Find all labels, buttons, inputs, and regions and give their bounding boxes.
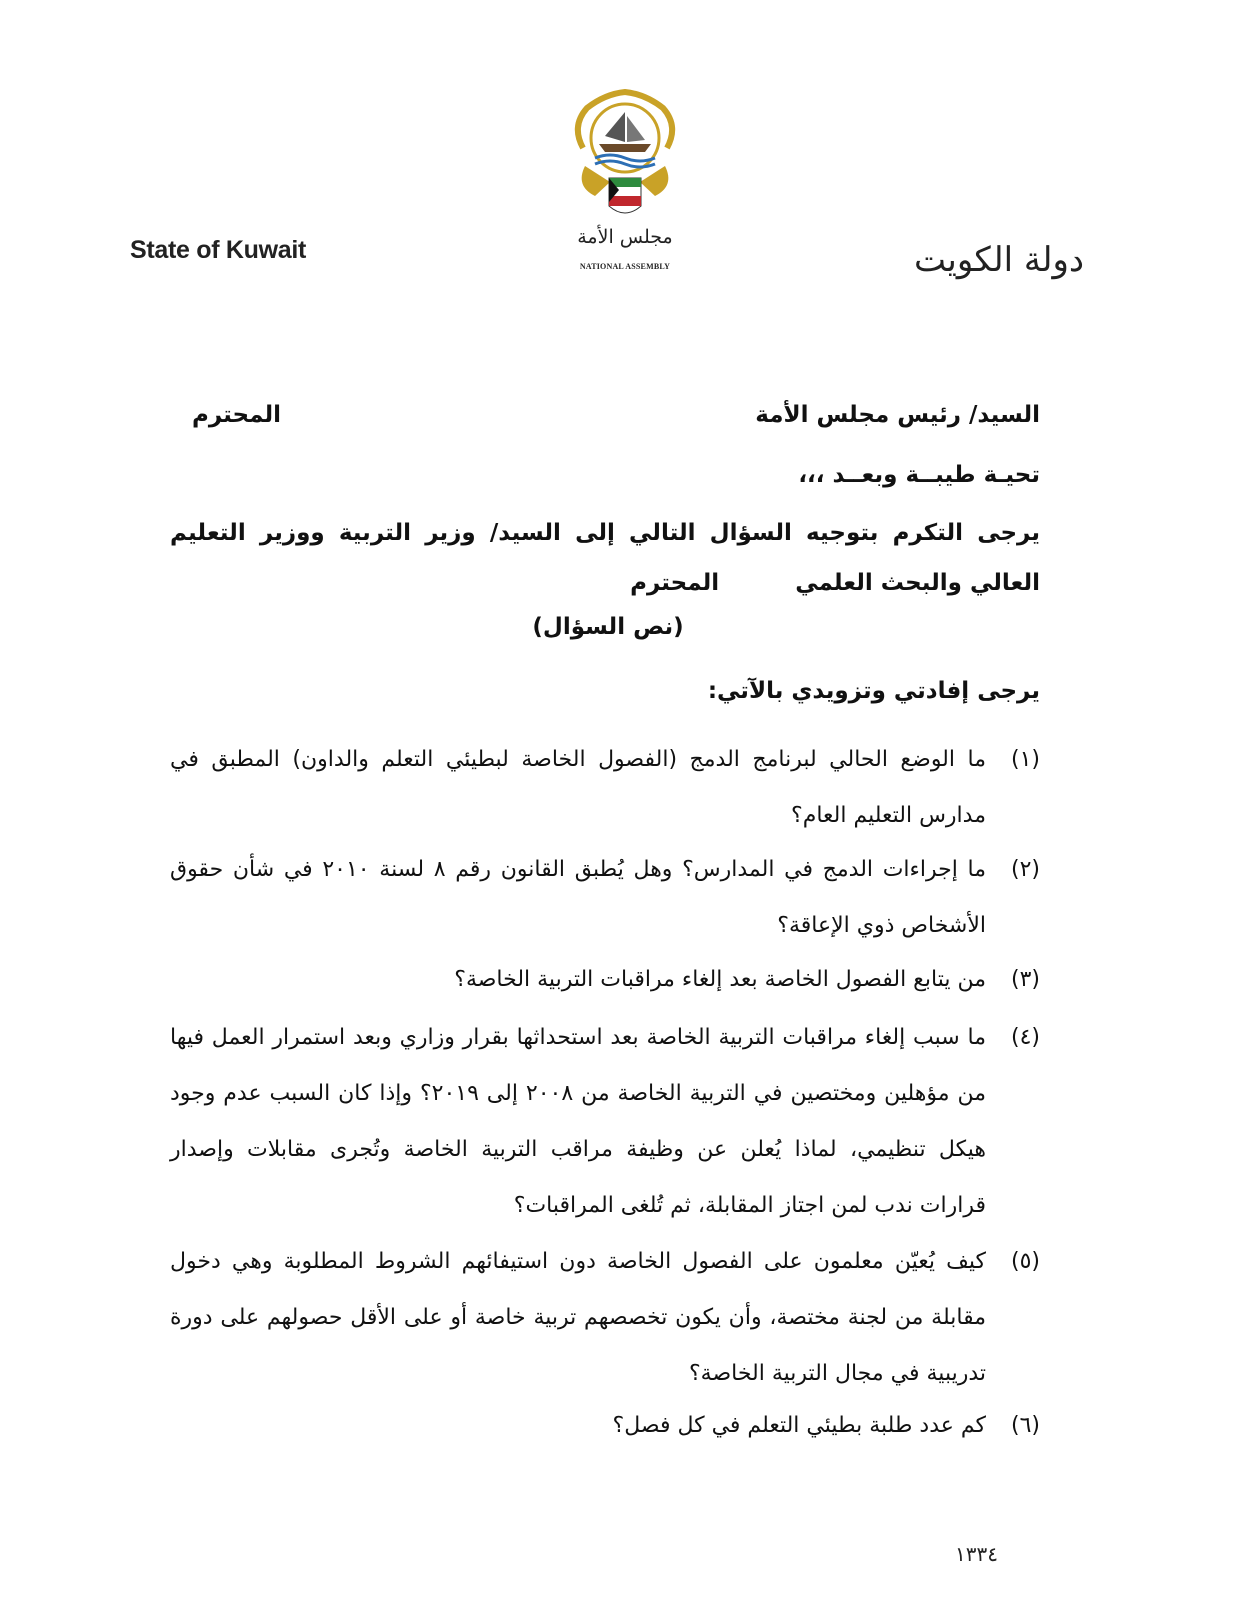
question-number: (٦) xyxy=(1010,1413,1040,1438)
request-line-2-title: المحترم xyxy=(630,570,720,596)
request-line-1: يرجى التكرم بتوجيه السؤال التالي إلى السيد/ وزير التربية ووزير التعليم xyxy=(170,520,1040,546)
question-number: (٢) xyxy=(1010,857,1040,882)
addressee-title: المحترم xyxy=(192,402,282,428)
question-text: كيف يُعيّن معلمون على الفصول الخاصة دون استيفائهم الشروط المطلوبة وهي دخول مقابلة من لجنة مختصة، وأن يكون تخصصهم تربية خاصة أو على الأقل حصولهم على دورة تدريبية في مجال التربية الخاصة؟ xyxy=(170,1249,986,1386)
question-text: كم عدد طلبة بطيئي التعلم في كل فصل؟ xyxy=(612,1413,986,1438)
question-item-4 xyxy=(170,1010,1040,1234)
question-number: (٤) xyxy=(1010,1025,1040,1050)
question-item-1 xyxy=(170,732,1040,844)
question-number: (٣) xyxy=(1010,967,1040,992)
question-text: من يتابع الفصول الخاصة بعد إلغاء مراقبات التربية الخاصة؟ xyxy=(454,967,986,992)
addressee-line: السيد/ رئيس مجلس الأمة xyxy=(755,402,1040,428)
question-item-2 xyxy=(170,842,1040,954)
emblem-english-caption: NATIONAL ASSEMBLY xyxy=(579,262,671,271)
request-line-2-text: العالي والبحث العلمي xyxy=(795,570,1040,596)
question-item-3 xyxy=(170,952,1040,1008)
intro-line: يرجى إفادتي وتزويدي بالآتي: xyxy=(707,678,1040,704)
question-item-6 xyxy=(170,1398,1040,1454)
question-text: ما سبب إلغاء مراقبات التربية الخاصة بعد استحداثها بقرار وزاري وبعد استمرار العمل فيها من مؤهلين ومختصين في التربية الخاصة من ٢٠٠٨ إلى ٢٠١٩؟ وإذا كان السبب عدم وجود هيكل تنظيمي، لماذا يُعلن عن وظيفة مراقب التربية الخاصة وتُجرى مقابلات وإصدار قرارات ندب لمن اجتاز المقابلة، ثم تُلغى المراقبات؟ xyxy=(170,1025,986,1218)
emblem-arabic-caption: مجلس الأمة xyxy=(577,226,673,248)
question-number: (٥) xyxy=(1010,1249,1040,1274)
english-title: State of Kuwait xyxy=(130,236,307,264)
question-number: (١) xyxy=(1010,747,1040,772)
question-text: ما إجراءات الدمج في المدارس؟ وهل يُطبق القانون رقم ٨ لسنة ٢٠١٠ في شأن حقوق الأشخاص ذوي الإعاقة؟ xyxy=(170,857,986,938)
arabic-title: دولة الكويت xyxy=(914,240,1084,280)
greeting: تحيـة طيبــة وبعــد ،،، xyxy=(798,462,1040,488)
request-line-2 xyxy=(160,570,1040,596)
page-number: ١٣٣٤ xyxy=(955,1542,998,1566)
question-heading: (نص السؤال) xyxy=(532,614,684,640)
question-text: ما الوضع الحالي لبرنامج الدمج (الفصول الخاصة لبطيئي التعلم والداون) المطبق في مدارس التعليم العام؟ xyxy=(170,747,986,828)
question-item-5 xyxy=(170,1234,1040,1402)
